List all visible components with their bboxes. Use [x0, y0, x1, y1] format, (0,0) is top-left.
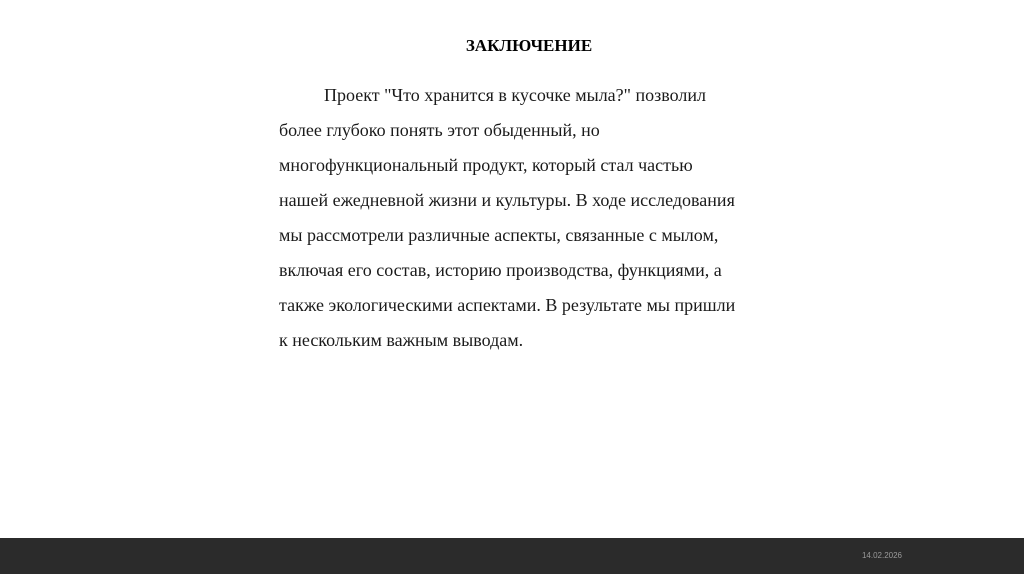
paragraph-line: к нескольким важным выводам. [279, 330, 524, 350]
paragraph-line: включая его состав, историю производства, функциями, а [279, 260, 722, 280]
paragraph-line: Проект "Что хранится в кусочке мыла?" позволил [324, 85, 706, 105]
paragraph-line: многофункциональный продукт, который стал частью [279, 155, 693, 175]
paragraph-line: более глубоко понять этот обыденный, но [279, 120, 600, 140]
conclusion-paragraph [279, 78, 779, 358]
footer-bar [0, 538, 1024, 574]
paragraph-line: мы рассмотрели различные аспекты, связанные с мылом, [279, 225, 719, 245]
slide-title: ЗАКЛЮЧЕНИЕ [465, 36, 593, 55]
paragraph-line: нашей ежедневной жизни и культуры. В ходе исследования [279, 190, 735, 210]
paragraph-line: также экологическими аспектами. В результате мы пришли [279, 295, 736, 315]
footer-date: 14.02.2026 [861, 551, 902, 560]
